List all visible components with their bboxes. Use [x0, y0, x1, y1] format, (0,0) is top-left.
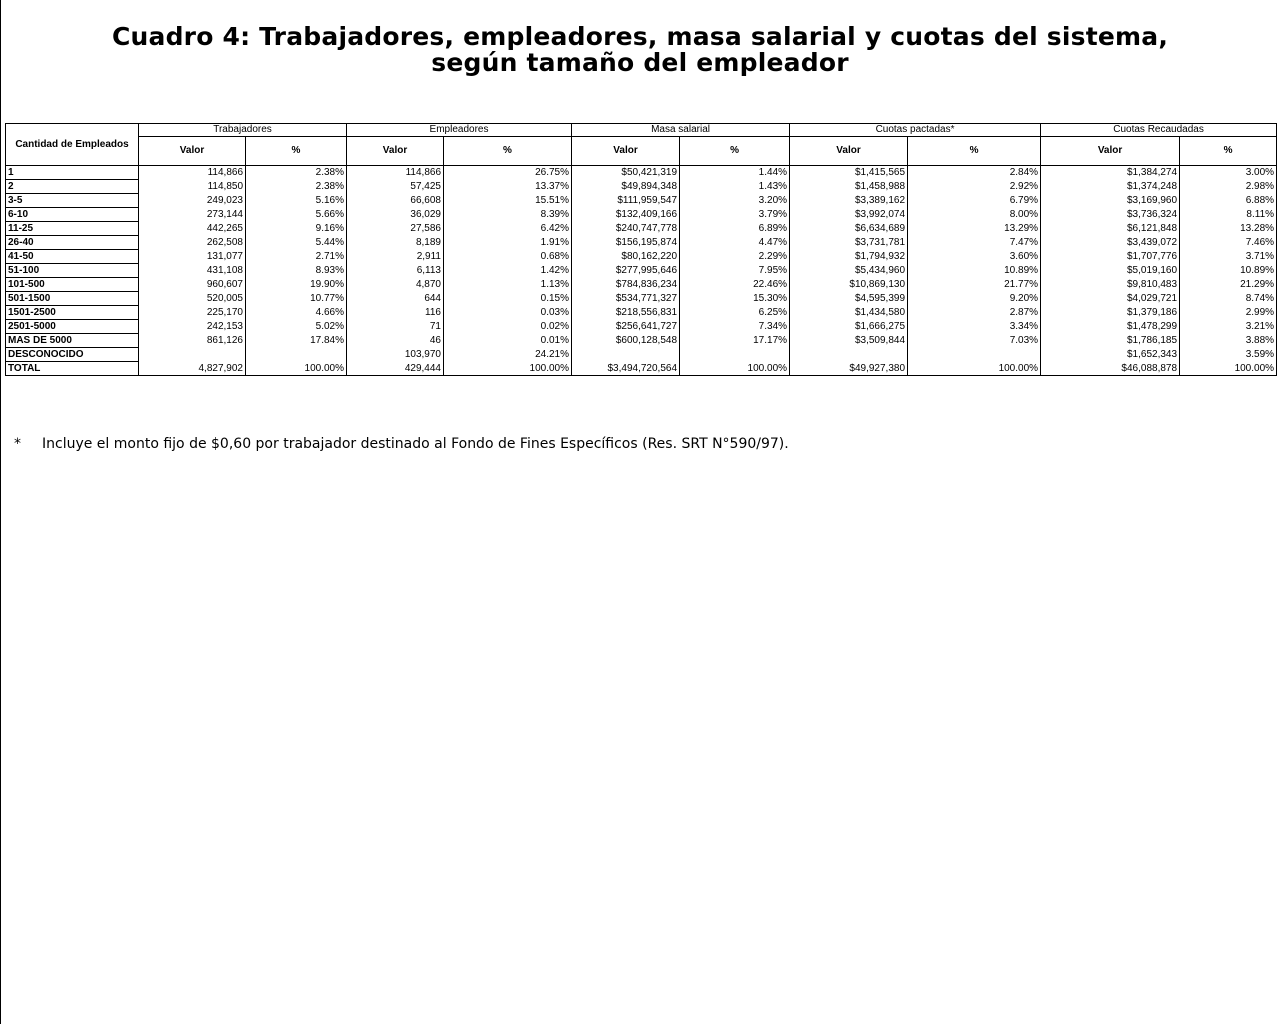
cell-valor: $1,379,186 — [1041, 306, 1180, 320]
title-line-2: según tamaño del empleador — [431, 48, 849, 77]
table-body — [6, 124, 1277, 376]
cell-percent: 3.34% — [908, 320, 1041, 334]
cell-percent: 2.29% — [680, 250, 790, 264]
cell-valor: $50,421,319 — [572, 166, 680, 180]
cell-valor: 27,586 — [347, 222, 444, 236]
cell-valor: $49,894,348 — [572, 180, 680, 194]
cell-valor: 6,113 — [347, 264, 444, 278]
cell-percent: 8.11% — [1180, 208, 1277, 222]
table-row — [6, 306, 1277, 320]
row-label: TOTAL — [6, 362, 139, 376]
cell-percent: 5.02% — [246, 320, 347, 334]
cell-percent: 9.16% — [246, 222, 347, 236]
footnote-text: Incluye el monto fijo de $0,60 por trabajador destinado al Fondo de Fines Específicos (Res. SRT N°590/97). — [42, 436, 789, 452]
row-label: 1501-2500 — [6, 306, 139, 320]
cell-valor: $1,707,776 — [1041, 250, 1180, 264]
cell-valor: $1,794,932 — [790, 250, 908, 264]
sub-header-percent: % — [908, 137, 1041, 166]
sub-header-valor: Valor — [572, 137, 680, 166]
cell-valor: 520,005 — [139, 292, 246, 306]
cell-percent: 8.39% — [444, 208, 572, 222]
cell-valor: $1,374,248 — [1041, 180, 1180, 194]
cell-valor: $4,595,399 — [790, 292, 908, 306]
cell-percent: 17.84% — [246, 334, 347, 348]
cell-percent: 4.47% — [680, 236, 790, 250]
sub-header-valor: Valor — [790, 137, 908, 166]
cell-percent: 6.88% — [1180, 194, 1277, 208]
cell-percent: 21.29% — [1180, 278, 1277, 292]
table-row — [6, 334, 1277, 348]
group-header-cuotas-recaudadas: Cuotas Recaudadas — [1041, 124, 1277, 137]
cell-percent: 10.89% — [908, 264, 1041, 278]
cell-valor: $5,019,160 — [1041, 264, 1180, 278]
sub-header-percent: % — [246, 137, 347, 166]
cell-valor: $600,128,548 — [572, 334, 680, 348]
row-label: 2501-5000 — [6, 320, 139, 334]
cell-valor: 4,870 — [347, 278, 444, 292]
sub-header-valor: Valor — [347, 137, 444, 166]
sub-header-valor: Valor — [1041, 137, 1180, 166]
cell-valor — [790, 348, 908, 362]
cell-percent: 0.01% — [444, 334, 572, 348]
cell-percent: 9.20% — [908, 292, 1041, 306]
cell-percent: 22.46% — [680, 278, 790, 292]
cell-percent: 26.75% — [444, 166, 572, 180]
cell-percent: 17.17% — [680, 334, 790, 348]
cell-valor: $1,384,274 — [1041, 166, 1180, 180]
row-label: 3-5 — [6, 194, 139, 208]
cell-percent: 7.03% — [908, 334, 1041, 348]
footnote-mark: * — [14, 436, 21, 452]
cell-valor: $1,786,185 — [1041, 334, 1180, 348]
table-row — [6, 278, 1277, 292]
cell-percent: 19.90% — [246, 278, 347, 292]
cell-valor: 66,608 — [347, 194, 444, 208]
cell-percent: 10.77% — [246, 292, 347, 306]
cell-percent: 2.71% — [246, 250, 347, 264]
cell-valor: $784,836,234 — [572, 278, 680, 292]
cell-valor: 8,189 — [347, 236, 444, 250]
row-label: 41-50 — [6, 250, 139, 264]
table-row — [6, 292, 1277, 306]
cell-percent: 3.20% — [680, 194, 790, 208]
cell-percent: 15.30% — [680, 292, 790, 306]
row-label: 2 — [6, 180, 139, 194]
cell-percent: 0.02% — [444, 320, 572, 334]
cell-percent: 7.34% — [680, 320, 790, 334]
cell-valor: $1,478,299 — [1041, 320, 1180, 334]
cell-percent: 2.99% — [1180, 306, 1277, 320]
cell-percent: 8.93% — [246, 264, 347, 278]
cell-valor: 4,827,902 — [139, 362, 246, 376]
cell-percent: 13.37% — [444, 180, 572, 194]
cell-percent: 100.00% — [444, 362, 572, 376]
cell-percent: 100.00% — [246, 362, 347, 376]
cell-valor — [572, 348, 680, 362]
cell-percent: 2.87% — [908, 306, 1041, 320]
cell-valor: 114,866 — [139, 166, 246, 180]
cell-valor: $111,959,547 — [572, 194, 680, 208]
cell-valor: 116 — [347, 306, 444, 320]
row-label: 11-25 — [6, 222, 139, 236]
cell-percent: 5.16% — [246, 194, 347, 208]
cell-percent: 3.59% — [1180, 348, 1277, 362]
cell-valor: $1,666,275 — [790, 320, 908, 334]
cell-valor: 429,444 — [347, 362, 444, 376]
cell-percent: 2.38% — [246, 166, 347, 180]
cell-valor: $6,634,689 — [790, 222, 908, 236]
cell-valor: $3,731,781 — [790, 236, 908, 250]
cell-percent: 7.95% — [680, 264, 790, 278]
cell-valor: $3,439,072 — [1041, 236, 1180, 250]
cell-percent: 4.66% — [246, 306, 347, 320]
cell-percent: 21.77% — [908, 278, 1041, 292]
cell-valor: $3,509,844 — [790, 334, 908, 348]
table-row — [6, 250, 1277, 264]
group-header-cuotas-pactadas: Cuotas pactadas* — [790, 124, 1041, 137]
cell-valor: $10,869,130 — [790, 278, 908, 292]
table-row — [6, 222, 1277, 236]
cell-valor: $80,162,220 — [572, 250, 680, 264]
cell-valor — [139, 348, 246, 362]
row-label: 1 — [6, 166, 139, 180]
table-row — [6, 264, 1277, 278]
cell-valor: $277,995,646 — [572, 264, 680, 278]
corner-header — [6, 124, 139, 166]
row-label: DESCONOCIDO — [6, 348, 139, 362]
row-label: MAS DE 5000 — [6, 334, 139, 348]
cell-valor: $9,810,483 — [1041, 278, 1180, 292]
cell-percent: 3.00% — [1180, 166, 1277, 180]
cell-percent: 6.42% — [444, 222, 572, 236]
cell-valor: 36,029 — [347, 208, 444, 222]
group-header-empleadores: Empleadores — [347, 124, 572, 137]
cell-valor: 960,607 — [139, 278, 246, 292]
cell-percent: 2.98% — [1180, 180, 1277, 194]
sub-header-percent: % — [680, 137, 790, 166]
row-label: 26-40 — [6, 236, 139, 250]
cell-percent: 0.68% — [444, 250, 572, 264]
table-row — [6, 208, 1277, 222]
page-border — [0, 0, 1, 1024]
sub-header-percent: % — [1180, 137, 1277, 166]
cell-percent: 1.42% — [444, 264, 572, 278]
cell-valor: $4,029,721 — [1041, 292, 1180, 306]
table-row — [6, 236, 1277, 250]
data-table — [5, 123, 1277, 376]
cell-percent: 3.71% — [1180, 250, 1277, 264]
cell-percent: 100.00% — [680, 362, 790, 376]
group-header-trabajadores: Trabajadores — [139, 124, 347, 137]
cell-percent: 6.79% — [908, 194, 1041, 208]
table-row — [6, 194, 1277, 208]
table-row — [6, 320, 1277, 334]
cell-valor: 273,144 — [139, 208, 246, 222]
cell-valor: $1,415,565 — [790, 166, 908, 180]
table-row — [6, 362, 1277, 376]
title-line-1: Cuadro 4: Trabajadores, empleadores, masa salarial y cuotas del sistema, — [111, 22, 1169, 51]
corner-label: Cantidad de Empleados — [15, 138, 129, 150]
cell-percent: 2.84% — [908, 166, 1041, 180]
cell-percent: 24.21% — [444, 348, 572, 362]
cell-percent: 2.92% — [908, 180, 1041, 194]
cell-percent: 100.00% — [908, 362, 1041, 376]
cell-valor: 442,265 — [139, 222, 246, 236]
cell-percent: 3.88% — [1180, 334, 1277, 348]
sub-header-percent: % — [444, 137, 572, 166]
cell-valor: $3,992,074 — [790, 208, 908, 222]
cell-valor: 262,508 — [139, 236, 246, 250]
cell-valor: 114,866 — [347, 166, 444, 180]
cell-valor: 644 — [347, 292, 444, 306]
sub-header-row — [6, 137, 1277, 166]
cell-valor: 131,077 — [139, 250, 246, 264]
cell-valor: $240,747,778 — [572, 222, 680, 236]
cell-percent: 0.15% — [444, 292, 572, 306]
cell-percent: 3.79% — [680, 208, 790, 222]
cell-valor: 2,911 — [347, 250, 444, 264]
cell-percent: 5.44% — [246, 236, 347, 250]
cell-valor: 114,850 — [139, 180, 246, 194]
cell-percent: 3.21% — [1180, 320, 1277, 334]
cell-valor: 103,970 — [347, 348, 444, 362]
cell-valor: $3,389,162 — [790, 194, 908, 208]
cell-percent: 1.43% — [680, 180, 790, 194]
cell-percent — [680, 348, 790, 362]
cell-percent: 7.47% — [908, 236, 1041, 250]
cell-valor: 249,023 — [139, 194, 246, 208]
cell-valor: $256,641,727 — [572, 320, 680, 334]
row-label: 6-10 — [6, 208, 139, 222]
cell-valor: $132,409,166 — [572, 208, 680, 222]
cell-percent: 100.00% — [1180, 362, 1277, 376]
cell-valor: $156,195,874 — [572, 236, 680, 250]
row-label: 501-1500 — [6, 292, 139, 306]
cell-valor: $3,169,960 — [1041, 194, 1180, 208]
cell-valor: 46 — [347, 334, 444, 348]
group-header-masa-salarial: Masa salarial — [572, 124, 790, 137]
cell-percent: 5.66% — [246, 208, 347, 222]
cell-percent: 1.13% — [444, 278, 572, 292]
cell-percent: 6.25% — [680, 306, 790, 320]
cell-percent: 13.28% — [1180, 222, 1277, 236]
cell-percent: 8.00% — [908, 208, 1041, 222]
cell-valor: $1,434,580 — [790, 306, 908, 320]
cell-valor: 71 — [347, 320, 444, 334]
cell-percent: 6.89% — [680, 222, 790, 236]
cell-percent: 13.29% — [908, 222, 1041, 236]
cell-percent: 3.60% — [908, 250, 1041, 264]
table-row — [6, 180, 1277, 194]
cell-percent: 15.51% — [444, 194, 572, 208]
cell-valor: 861,126 — [139, 334, 246, 348]
cell-percent: 0.03% — [444, 306, 572, 320]
cell-valor: $6,121,848 — [1041, 222, 1180, 236]
cell-valor: 431,108 — [139, 264, 246, 278]
group-header-row — [6, 124, 1277, 137]
cell-valor: $1,458,988 — [790, 180, 908, 194]
cell-percent: 1.91% — [444, 236, 572, 250]
row-label: 101-500 — [6, 278, 139, 292]
cell-percent — [908, 348, 1041, 362]
cell-valor: $534,771,327 — [572, 292, 680, 306]
cell-valor: 225,170 — [139, 306, 246, 320]
cell-percent — [246, 348, 347, 362]
cell-percent: 8.74% — [1180, 292, 1277, 306]
cell-percent: 2.38% — [246, 180, 347, 194]
table-row — [6, 348, 1277, 362]
sub-header-valor: Valor — [139, 137, 246, 166]
cell-valor: 57,425 — [347, 180, 444, 194]
page-title — [0, 24, 1280, 76]
cell-valor: $49,927,380 — [790, 362, 908, 376]
cell-valor: $46,088,878 — [1041, 362, 1180, 376]
cell-percent: 7.46% — [1180, 236, 1277, 250]
footnote — [14, 436, 789, 452]
cell-valor: $5,434,960 — [790, 264, 908, 278]
row-label: 51-100 — [6, 264, 139, 278]
cell-percent: 1.44% — [680, 166, 790, 180]
table-row — [6, 166, 1277, 180]
cell-percent: 10.89% — [1180, 264, 1277, 278]
cell-valor: $1,652,343 — [1041, 348, 1180, 362]
cell-valor: $3,736,324 — [1041, 208, 1180, 222]
cell-valor: $218,556,831 — [572, 306, 680, 320]
cell-valor: 242,153 — [139, 320, 246, 334]
cell-valor: $3,494,720,564 — [572, 362, 680, 376]
